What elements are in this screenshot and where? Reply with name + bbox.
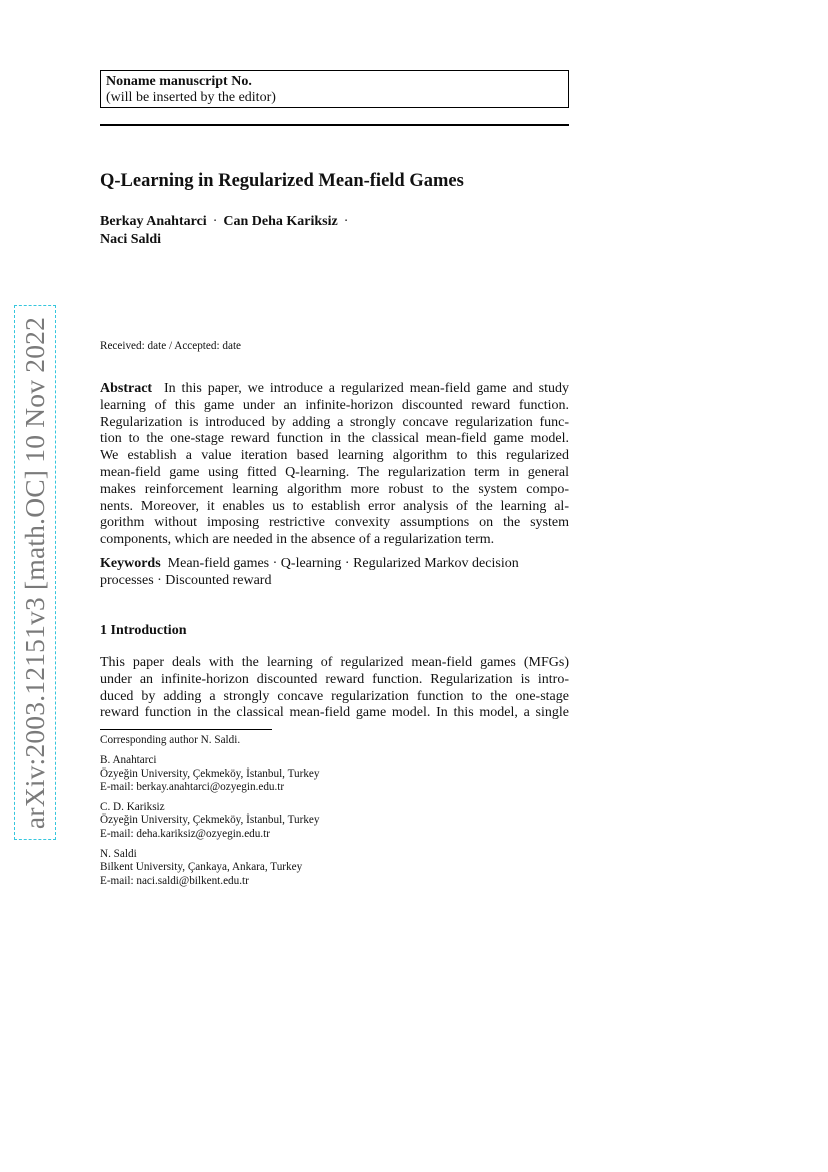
author-name: Naci Saldi — [100, 232, 162, 247]
author-separator: · — [212, 214, 218, 229]
affiliation-name: N. Saldi — [100, 848, 137, 861]
abstract-line: Regularization is introduced by adding a strongly concave regularization func- — [100, 414, 569, 430]
introduction-paragraph — [100, 655, 569, 722]
intro-line: This paper deals with the learning of regularized mean-field games (MFGs) — [100, 655, 569, 670]
intro-line: under an infinite-horizon discounted reward function. Regularization is intro- — [100, 671, 569, 687]
abstract-label: Abstract — [100, 381, 153, 396]
affiliation-name: B. Anahtarci — [100, 754, 157, 767]
abstract-line: gorithm without imposing restrictive convexity assumptions on the system — [100, 515, 569, 531]
arxiv-sidebar-stamp — [14, 305, 56, 840]
manuscript-number: Noname manuscript No. — [106, 74, 252, 89]
manuscript-box — [100, 70, 569, 108]
abstract — [100, 381, 569, 549]
affiliation-name: C. D. Kariksiz — [100, 801, 165, 814]
intro-line: reward function in the classical mean-field game model. In this model, a single — [100, 705, 569, 721]
section-heading-introduction: 1 Introduction — [100, 623, 187, 638]
affiliation-email: E-mail: naci.saldi@bilkent.edu.tr — [100, 874, 249, 887]
author-line-2 — [100, 231, 569, 249]
keywords-label: Keywords — [100, 556, 161, 571]
abstract-line: tion to the one-stage reward function in the classical mean-field game model. — [100, 431, 569, 447]
footnotes — [100, 734, 569, 888]
manuscript-editor-note: (will be inserted by the editor) — [106, 90, 276, 105]
keywords-line: processes · Discounted reward — [100, 572, 272, 588]
affiliation-email: E-mail: deha.kariksiz@ozyegin.edu.tr — [100, 827, 270, 840]
arxiv-identifier: arXiv:2003.12151v3 [math.OC] 10 Nov 2022 — [19, 316, 50, 829]
author-name: Can Deha Kariksiz — [223, 214, 338, 229]
affiliation-email: E-mail: berkay.anahtarci@ozyegin.edu.tr — [100, 780, 285, 793]
abstract-line: learning of this game under an infinite-horizon discounted reward function. — [100, 397, 569, 413]
author-list — [100, 213, 569, 249]
author-name: Berkay Anahtarci — [100, 214, 207, 229]
affiliation-block — [100, 754, 569, 794]
received-accepted-date: Received: date / Accepted: date — [100, 340, 242, 352]
abstract-line — [100, 381, 569, 398]
affiliation-block — [100, 848, 569, 888]
affiliation-institution: Özyeğin University, Çekmeköy, İstanbul, Turkey — [100, 814, 320, 827]
abstract-line: nents. Moreover, it enables us to establish error analysis of the learning al- — [100, 498, 569, 514]
corresponding-author-note: Corresponding author N. Saldi. — [100, 734, 241, 746]
intro-line: duced by adding a strongly concave regularization function to the one-stage — [100, 688, 569, 704]
affiliation-institution: Özyeğin University, Çekmeköy, İstanbul, Turkey — [100, 767, 320, 780]
abstract-line: We establish a value iteration based learning algorithm to this regularized — [100, 448, 569, 464]
keywords-text: Mean-field games · Q-learning · Regularized Markov decision — [167, 556, 519, 571]
keywords-line — [100, 556, 569, 573]
affiliation-block — [100, 801, 569, 841]
affiliation-institution: Bilkent University, Çankaya, Ankara, Turkey — [100, 861, 303, 874]
abstract-line: components, which are needed in the absence of a regularization term. — [100, 532, 495, 548]
header-rule — [100, 124, 569, 126]
keywords — [100, 556, 569, 590]
abstract-line: mean-field game using fitted Q-learning. The regularization term in general — [100, 464, 569, 480]
abstract-text: In this paper, we introduce a regularized mean-field game and study — [163, 381, 570, 396]
author-separator: · — [343, 214, 349, 229]
abstract-line: makes reinforcement learning algorithm more robust to the system compo- — [100, 481, 569, 497]
paper-title: Q-Learning in Regularized Mean-field Games — [100, 171, 464, 191]
footnote-rule — [100, 729, 272, 730]
author-line-1 — [100, 213, 569, 231]
